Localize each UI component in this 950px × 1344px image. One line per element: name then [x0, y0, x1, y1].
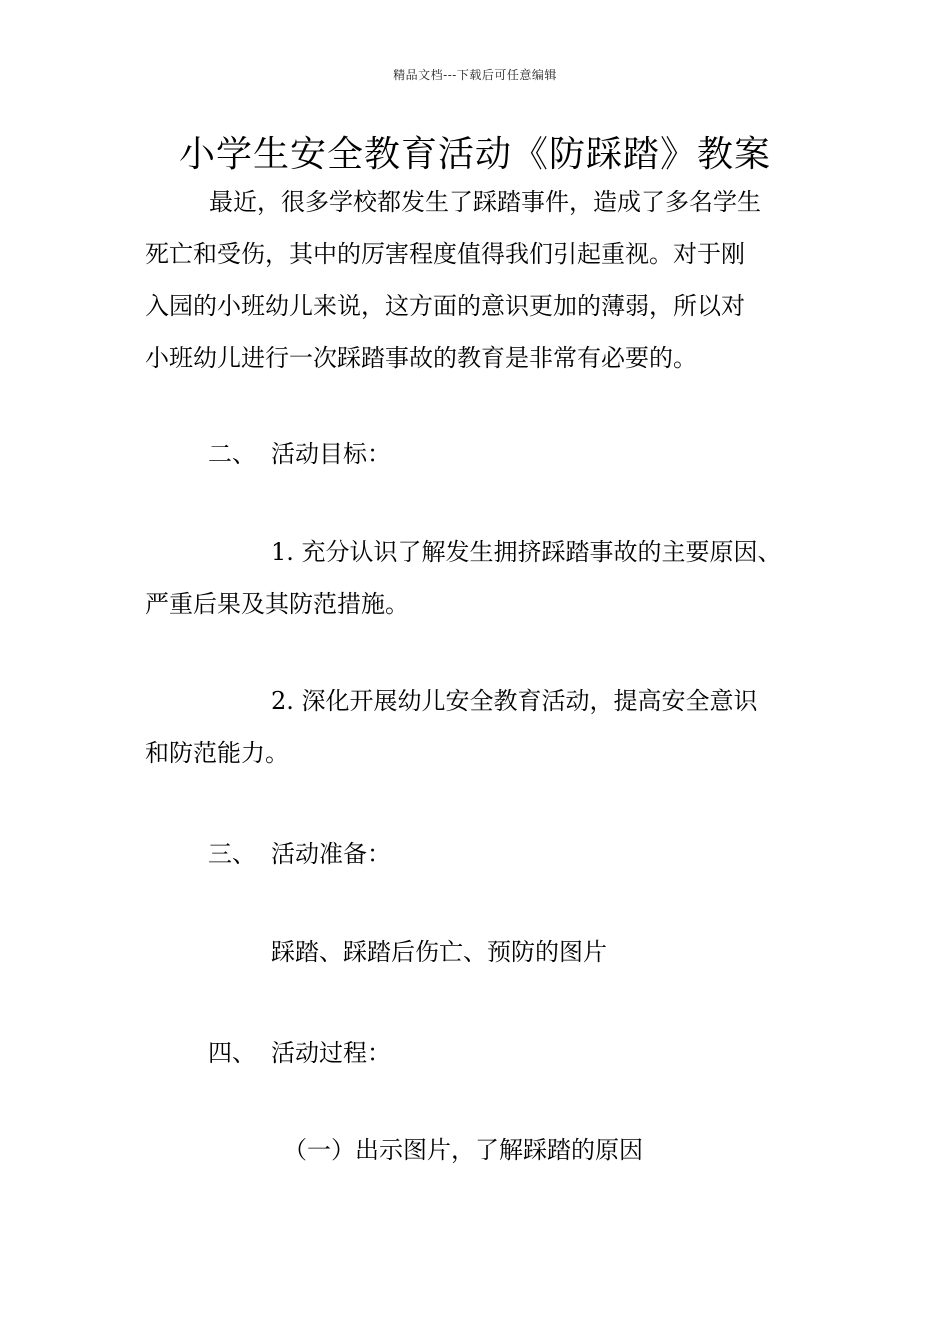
- intro-line-2: 死亡和受伤，其中的厉害程度值得我们引起重视。对于刚: [145, 240, 745, 268]
- intro-line-1: 最近，很多学校都发生了踩踏事件，造成了多名学生: [209, 188, 761, 216]
- intro-line-3: 入园的小班幼儿来说，这方面的意识更加的薄弱，所以对: [145, 292, 745, 320]
- section-2-number: 二、: [208, 440, 256, 468]
- goal-2-line-2: 和防范能力。: [145, 739, 289, 767]
- goal-2-line-1: 2. 深化开展幼儿安全教育活动，提高安全意识: [271, 687, 758, 715]
- section-3-number: 三、: [208, 840, 256, 868]
- preparation-text: 踩踏、踩踏后伤亡、预防的图片: [271, 938, 607, 966]
- goal-1-line-2: 严重后果及其防范措施。: [145, 590, 409, 618]
- step-1-heading: （一）出示图片，了解踩踏的原因: [283, 1136, 643, 1164]
- document-title: 小学生安全教育活动《防踩踏》教案: [178, 134, 771, 175]
- section-3-heading: 活动准备：: [271, 840, 391, 868]
- section-2-heading: 活动目标：: [271, 440, 391, 468]
- intro-line-4: 小班幼儿进行一次踩踏事故的教育是非常有必要的。: [145, 344, 697, 372]
- intro-paragraph: [145, 176, 825, 384]
- page-header: 精品文档---下载后可任意编辑: [393, 68, 557, 82]
- section-4-number: 四、: [208, 1039, 256, 1067]
- section-4-heading: 活动过程：: [271, 1039, 391, 1067]
- goal-1-line-1: 1. 充分认识了解发生拥挤踩踏事故的主要原因、: [271, 538, 782, 566]
